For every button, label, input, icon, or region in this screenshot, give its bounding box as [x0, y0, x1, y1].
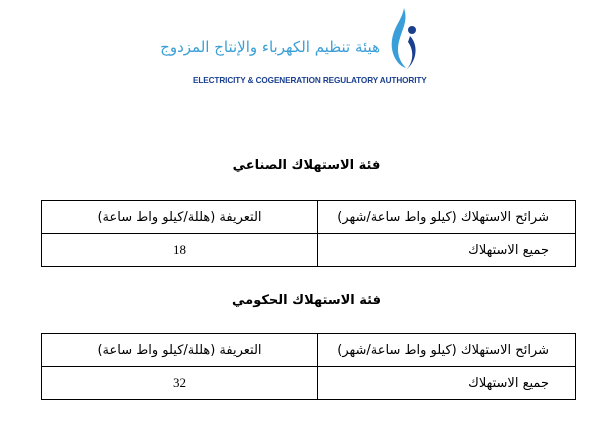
bracket-value-cell: جميع الاستهلاك [318, 367, 576, 400]
tariff-value-cell: 18 [42, 234, 318, 267]
logo-english-text: ELECTRICITY & COGENERATION REGULATORY AUTHORITY [193, 76, 427, 85]
government-section-title: فئة الاستهلاك الحكومي [232, 293, 381, 308]
tariff-header-cell: التعريفة (هللة/كيلو واط ساعة) [42, 334, 318, 367]
table-row [42, 334, 576, 367]
bracket-value-cell: جميع الاستهلاك [318, 234, 576, 267]
government-tariff-table [41, 333, 576, 400]
table-row [42, 367, 576, 400]
tariff-value-cell: 32 [42, 367, 318, 400]
bracket-header-cell: شرائح الاستهلاك (كيلو واط ساعة/شهر) [318, 201, 576, 234]
authority-logo-icon [384, 6, 424, 78]
industrial-tariff-table [41, 200, 576, 267]
industrial-section-title: فئة الاستهلاك الصناعي [232, 158, 381, 173]
bracket-header-cell: شرائح الاستهلاك (كيلو واط ساعة/شهر) [318, 334, 576, 367]
tariff-header-cell: التعريفة (هللة/كيلو واط ساعة) [42, 201, 318, 234]
logo-arabic-text: هيئة تنظيم الكهرباء والإنتاج المزدوج [160, 38, 380, 56]
table-row [42, 201, 576, 234]
table-row [42, 234, 576, 267]
